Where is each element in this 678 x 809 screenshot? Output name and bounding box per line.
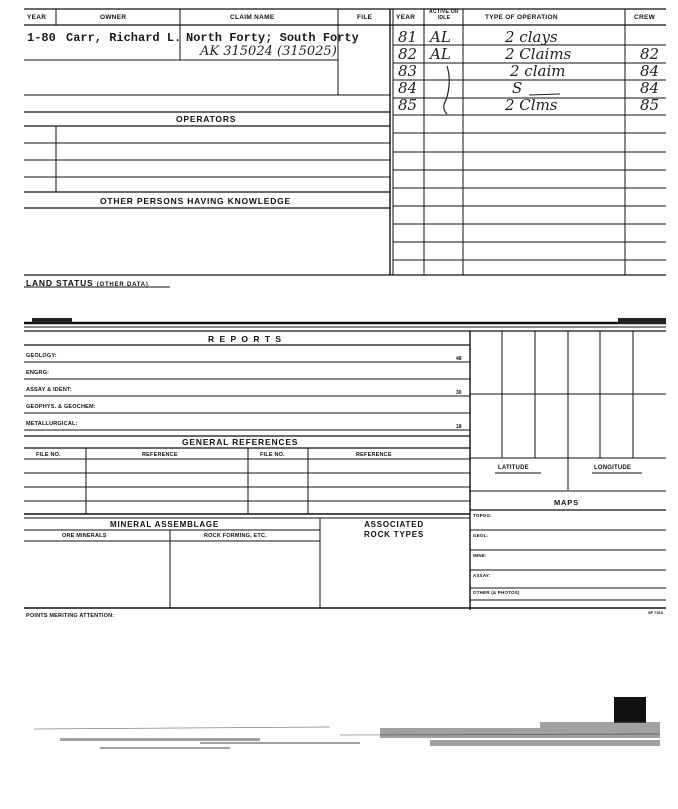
col-active-or-idle: ACTIVE OR IDLE bbox=[429, 9, 459, 21]
col-claim-name: CLAIM NAME bbox=[230, 14, 275, 21]
maps-geol: GEOL: bbox=[473, 533, 489, 538]
col-year-right: YEAR bbox=[396, 14, 416, 21]
log-operation: S bbox=[512, 79, 523, 97]
ref-reference-2: REFERENCE bbox=[356, 452, 392, 458]
ref-reference-1: REFERENCE bbox=[142, 452, 178, 458]
ref-file-no-1: FILE NO. bbox=[36, 452, 61, 458]
mineral-assemblage-title: MINERAL ASSEMBLAGE bbox=[110, 520, 220, 529]
report-assay: ASSAY & IDENT: bbox=[26, 387, 72, 393]
latitude-label: LATITUDE bbox=[498, 465, 529, 471]
maps-mine: MINE: bbox=[473, 553, 487, 558]
report-geology: GEOLOGY: bbox=[26, 353, 57, 359]
log-year: 85 bbox=[398, 96, 418, 114]
log-year: 83 bbox=[398, 62, 418, 80]
log-crew: 82 bbox=[640, 45, 660, 63]
rock-forming-label: ROCK FORMING, ETC. bbox=[204, 533, 267, 539]
col-type-of-operation: TYPE OF OPERATION bbox=[485, 14, 558, 21]
log-year: 84 bbox=[398, 79, 418, 97]
report-metallurgical: METALLURGICAL: bbox=[26, 421, 78, 427]
log-crew: 84 bbox=[640, 62, 660, 80]
col-file: FILE bbox=[357, 14, 373, 21]
report-engrg: ENGRG: bbox=[26, 370, 50, 376]
log-operation: 2 Claims bbox=[505, 45, 572, 63]
log-operation: 2 Clms bbox=[505, 96, 558, 114]
reports-title: R E P O R T S bbox=[208, 334, 283, 344]
entry-owner: Carr, Richard L. bbox=[66, 31, 182, 45]
report-metallurgical-num: 18 bbox=[456, 424, 462, 430]
ref-file-no-2: FILE NO. bbox=[260, 452, 285, 458]
form-id: SF 7510 bbox=[648, 610, 664, 615]
entry-year: 1-80 bbox=[27, 31, 56, 45]
associated-rock-types-title: ASSOCIATED ROCK TYPES bbox=[363, 520, 424, 539]
log-status: AL bbox=[430, 45, 451, 63]
entry-file-handwritten: AK 315024 (315025) bbox=[200, 44, 337, 59]
log-status: AL bbox=[430, 28, 451, 46]
land-status-title bbox=[26, 278, 149, 288]
col-owner: OWNER bbox=[100, 14, 127, 21]
report-geology-num: 48 bbox=[456, 356, 462, 362]
log-crew: 84 bbox=[640, 79, 660, 97]
ore-minerals-label: ORE MINERALS bbox=[62, 533, 107, 539]
land-status-sub: (OTHER DATA) bbox=[96, 282, 149, 288]
maps-title: MAPS bbox=[554, 498, 579, 507]
log-operation: 2 claim bbox=[510, 62, 566, 80]
other-persons-title: OTHER PERSONS HAVING KNOWLEDGE bbox=[100, 196, 292, 206]
col-year: YEAR bbox=[27, 14, 47, 21]
maps-assay: ASSAY: bbox=[473, 573, 491, 578]
maps-topog: TOPOG: bbox=[473, 513, 492, 518]
log-year: 81 bbox=[398, 28, 418, 46]
report-geophys: GEOPHYS. & GEOCHEM: bbox=[26, 404, 96, 410]
points-meriting-attention: POINTS MERITING ATTENTION: bbox=[26, 613, 115, 619]
log-crew: 85 bbox=[640, 96, 660, 114]
operators-title: OPERATORS bbox=[176, 114, 237, 124]
col-crew: CREW bbox=[634, 14, 656, 21]
land-status-label: LAND STATUS bbox=[26, 278, 94, 288]
longitude-label: LONGITUDE bbox=[594, 465, 632, 471]
log-year: 82 bbox=[398, 45, 418, 63]
log-operation: 2 clays bbox=[505, 28, 558, 46]
maps-other: OTHER (& PHOTOS) bbox=[473, 590, 520, 595]
entry-claim-name: North Forty; South Forty bbox=[186, 31, 359, 45]
general-references-title: GENERAL REFERENCES bbox=[182, 437, 299, 447]
report-assay-num: 30 bbox=[456, 390, 462, 396]
